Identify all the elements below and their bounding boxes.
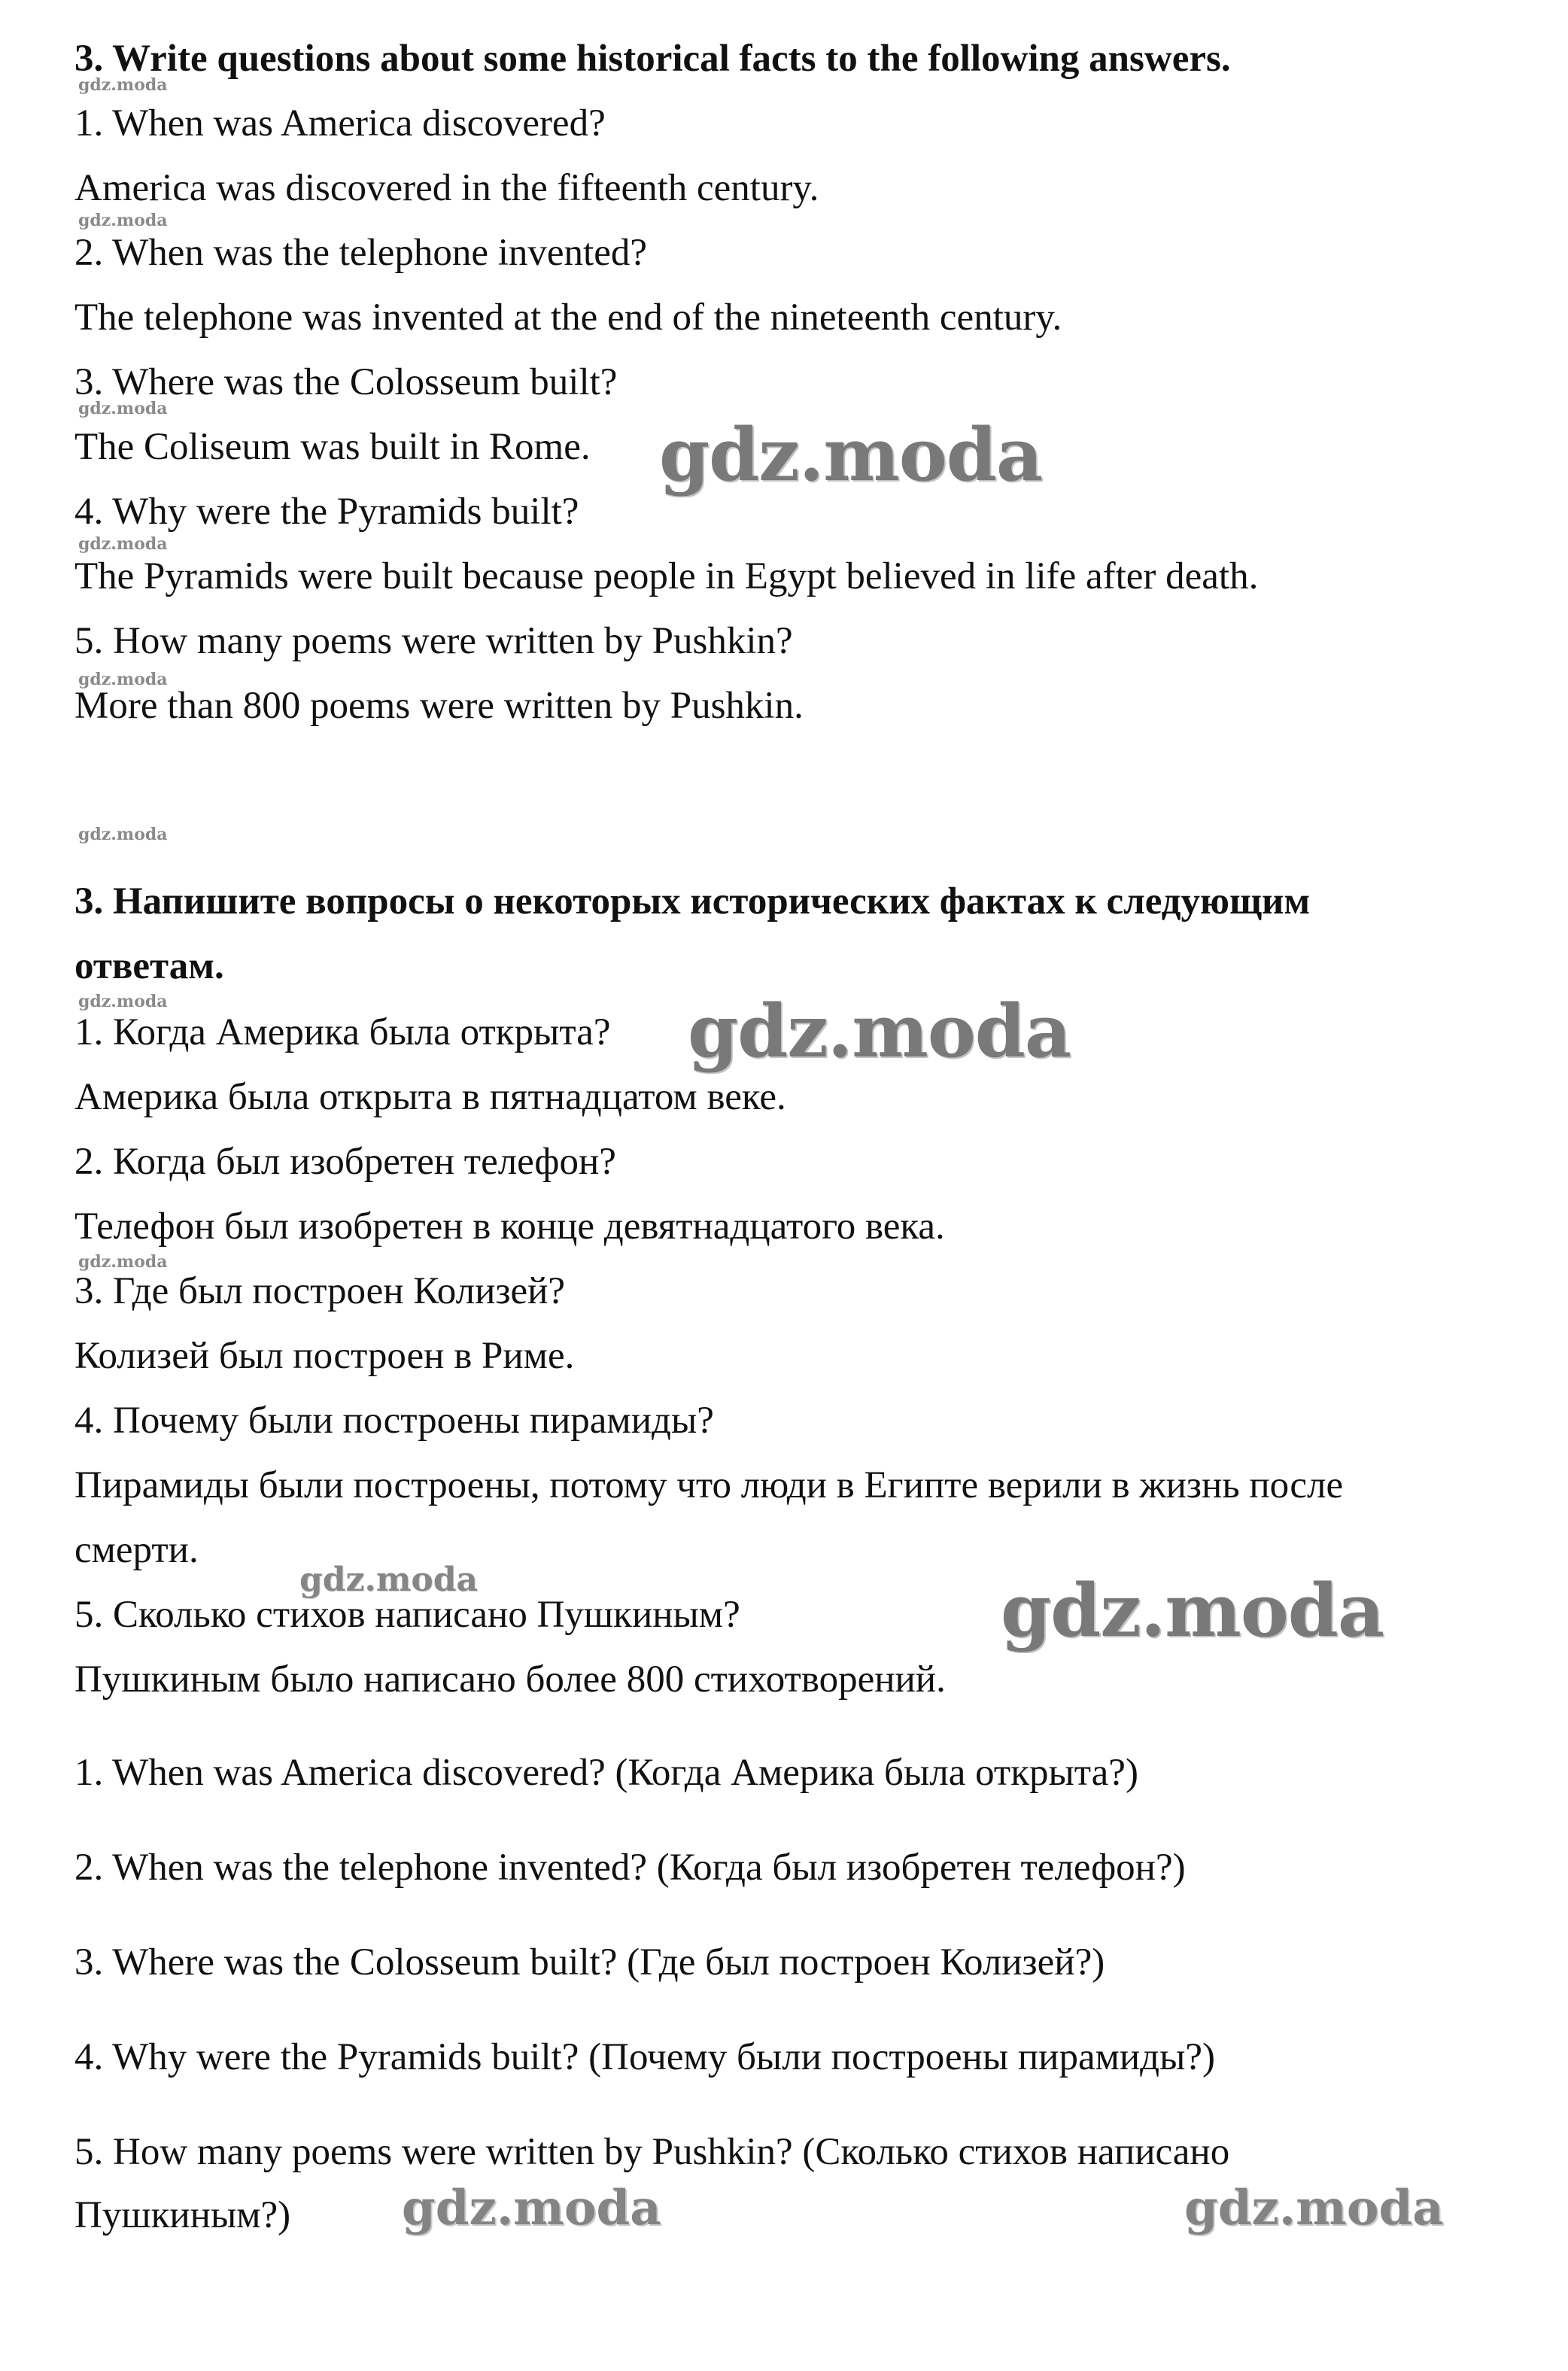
watermark-small: gdz.moda <box>78 75 168 95</box>
watermark-small: gdz.moda <box>78 211 168 230</box>
russian-answer-4-line-2: смерти. <box>74 1529 199 1571</box>
bilingual-item-1: 1. When was America discovered? (Когда Америка была открыта?) <box>74 1752 1138 1794</box>
russian-question-3: 3. Где был построен Колизей? <box>74 1270 566 1312</box>
watermark-large: gdz.moda <box>688 989 1071 1074</box>
watermark-small: gdz.moda <box>78 399 168 418</box>
english-question-2: 2. When was the telephone invented? <box>74 232 647 274</box>
english-task-heading: 3. Write questions about some historical facts to the following answers. <box>74 38 1231 80</box>
english-answer-1: America was discovered in the fifteenth century. <box>74 167 819 209</box>
bilingual-item-5-line-1: 5. How many poems were written by Pushkin? (Сколько стихов написано <box>74 2131 1230 2173</box>
bilingual-item-4: 4. Why were the Pyramids built? (Почему были построены пирамиды?) <box>74 2036 1215 2078</box>
russian-question-4: 4. Почему были построены пирамиды? <box>74 1400 714 1442</box>
watermark-small: gdz.moda <box>78 670 168 689</box>
english-answer-3: The Coliseum was built in Rome. <box>74 426 591 468</box>
english-answer-4: The Pyramids were built because people in Egypt believed in life after death. <box>74 555 1259 597</box>
watermark-large: gdz.moda <box>402 2180 661 2236</box>
russian-answer-5: Пушкиным было написано более 800 стихотворений. <box>74 1658 946 1701</box>
watermark-small: gdz.moda <box>78 1252 168 1272</box>
english-question-3: 3. Where was the Colosseum built? <box>74 361 618 403</box>
russian-answer-4-line-1: Пирамиды были построены, потому что люди в Египте верили в жизнь после <box>74 1464 1344 1506</box>
russian-answer-1: Америка была открыта в пятнадцатом веке. <box>74 1076 786 1118</box>
russian-task-heading-line-2: ответам. <box>74 945 224 987</box>
english-question-4: 4. Why were the Pyramids built? <box>74 491 579 533</box>
watermark-large: gdz.moda <box>1001 1568 1384 1653</box>
russian-question-5: 5. Сколько стихов написано Пушкиным? <box>74 1594 740 1636</box>
russian-question-1: 1. Когда Америка была открыта? <box>74 1011 611 1053</box>
english-answer-5: More than 800 poems were written by Pushkin. <box>74 685 804 727</box>
bilingual-item-5-line-2: Пушкиным?) <box>74 2194 291 2236</box>
russian-task-heading-line-1: 3. Напишите вопросы о некоторых исторических фактах к следующим <box>74 880 1311 923</box>
english-answer-2: The telephone was invented at the end of the nineteenth century. <box>74 296 1062 339</box>
watermark-large: gdz.moda <box>1184 2180 1444 2236</box>
watermark-small: gdz.moda <box>78 992 168 1011</box>
russian-answer-3: Колизей был построен в Риме. <box>74 1335 575 1377</box>
watermark-small: gdz.moda <box>78 825 168 844</box>
english-question-5: 5. How many poems were written by Pushkin? <box>74 620 793 662</box>
english-question-1: 1. When was America discovered? <box>74 102 606 144</box>
russian-question-2: 2. Когда был изобретен телефон? <box>74 1141 616 1183</box>
watermark-large: gdz.moda <box>659 412 1043 497</box>
russian-answer-2: Телефон был изобретен в конце девятнадцатого века. <box>74 1205 945 1248</box>
watermark-medium: gdz.moda <box>299 1561 479 1599</box>
watermark-small: gdz.moda <box>78 534 168 554</box>
bilingual-item-2: 2. When was the telephone invented? (Когда был изобретен телефон?) <box>74 1847 1186 1889</box>
bilingual-item-3: 3. Where was the Colosseum built? (Где был построен Колизей?) <box>74 1941 1105 1983</box>
